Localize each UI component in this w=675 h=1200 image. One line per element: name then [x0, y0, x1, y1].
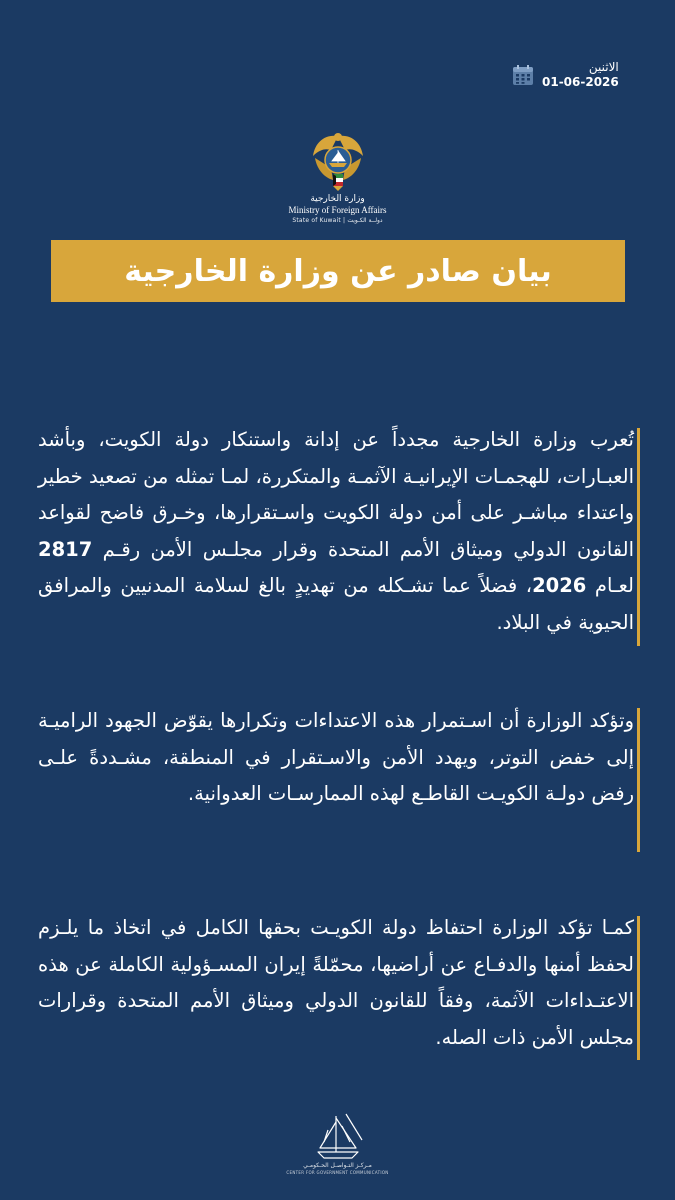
dhow-sail-logo-icon: [298, 1112, 378, 1162]
footer-name-en: CENTER FOR GOVERNMENT COMMUNICATION: [286, 1170, 389, 1175]
date-block: [512, 60, 652, 90]
date-day: الاثنين: [588, 60, 619, 74]
state-line: State of Kuwait | دولــة الكـويت: [292, 217, 383, 224]
kuwait-emblem-icon: [303, 128, 373, 192]
paragraph-accent-bar: [637, 428, 640, 646]
footer-name-ar: مـركـز التـواصـل الحـكومـي: [303, 1162, 372, 1169]
ministry-logo: [0, 128, 675, 225]
footer-logo: [0, 1112, 675, 1176]
statement-title-banner: [51, 240, 625, 302]
paragraph-1-text-before: تُعرب وزارة الخارجية مجدداً عن إدانة واستنكار دولة الكويت، وبأشد العبـارات، للهجمـات الإيرانيـة الآثمـة والمتكررة، لمـا تمثله من تصعيد خطير واعتداء مباشـر على أمن دولة الكويت واسـتقرارها، وخـرق فاضح لقواعد القانون الدولي وميثاق الأمم المتحدة وقرار مجلـس الأمن رقـم: [38, 428, 634, 561]
paragraph-3: كمـا تؤكد الوزارة احتفاظ دولة الكويـت بحقها الكامل في اتخاذ ما يلـزم لحفظ أمنها والدفـاع عن أراضيها، محمّلةً إيران المسـؤولية الكاملة عن هذه الاعتـداءات الآثمة، وفقاً للقانون الدولي وميثاق الأمم المتحدة وقرارات مجلس الأمن ذات الصله.: [38, 916, 634, 1049]
date-text: [542, 60, 619, 90]
calendar-icon: [512, 64, 534, 86]
paragraph-1: [38, 422, 636, 641]
paragraph-2: وتؤكد الوزارة أن اسـتمرار هذه الاعتداءات وتكرارها يقوّض الجهود الراميـة إلى خفض التوتر، ويهدد الأمن والاسـتقرار في المنطقة، مشـددةً علـى رفض دولـة الكويـت القاطـع لهذه الممارسـات العدوانية.: [38, 709, 634, 805]
resolution-number: 2817: [38, 537, 93, 561]
ministry-name-en: Ministry of Foreign Affairs: [288, 205, 387, 215]
date-value: 01-06-2026: [542, 75, 619, 89]
paragraph-1-text-after: ، فضلاً عما تشـكله من تهديدٍ بالغ لسلامة المدنيين والمرافق الحيوية في البلاد.: [38, 574, 634, 634]
paragraph-1-text-mid: لعـام: [586, 574, 634, 597]
paragraph-accent-bar: [637, 708, 640, 852]
statement-title: بيان صادر عن وزارة الخارجية: [124, 253, 552, 289]
resolution-year: 2026: [532, 574, 587, 597]
ministry-name-ar: وزارة الخارجية: [310, 194, 365, 204]
paragraph-accent-bar: [637, 916, 640, 1060]
